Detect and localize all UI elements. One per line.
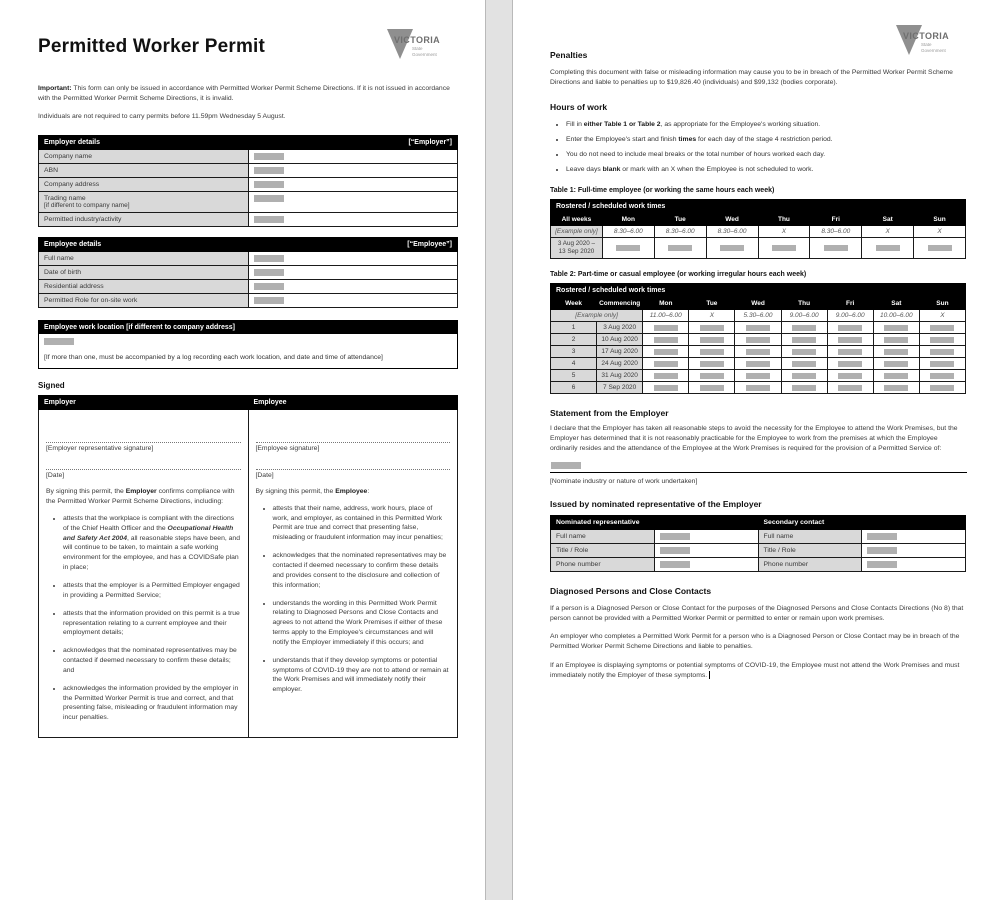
table2-week-row: 3 17 Aug 2020 [551,346,966,358]
list-item: • attests that the workplace is compliant with the directions of the Chief Health Officer and the Occupational Health and Safety Act 2004, all reasonable steps have been, and will continue to be taken, to maintain a safe working environment for the employee, and has a COVIDSafe plan in place; [63,514,241,573]
input-placeholder[interactable] [254,283,284,290]
logo-brand-text: VICTORIA [903,31,950,41]
employee-date-label: [Date] [255,471,274,479]
input-placeholder[interactable] [616,245,640,251]
input-placeholder[interactable] [838,325,862,331]
logo-brand-text: VICTORIA [394,35,441,45]
work-location-header: Employee work location [if different to company address] [39,321,457,334]
table-row [39,163,458,177]
input-placeholder[interactable] [654,349,678,355]
employer-details-title: Employer details [44,138,101,146]
table2-roster [550,283,966,394]
work-location-note: [If more than one, must be accompanied by a log recording each work location, and date and time of attendance] [44,353,383,361]
nominate-note: [Nominate industry or nature of work undertaken] [550,477,698,485]
table1-bar: Rostered / scheduled work times [551,199,966,213]
input-placeholder[interactable] [792,349,816,355]
secondary-contact-header: Secondary contact [758,515,966,529]
nominate-input-line[interactable] [550,462,967,473]
field-label-residential-address: Residential address [39,279,249,293]
table-row [39,212,458,226]
input-placeholder[interactable] [746,337,770,343]
input-placeholder[interactable] [930,337,954,343]
input-placeholder[interactable] [792,361,816,367]
input-placeholder[interactable] [746,385,770,391]
list-item: • Enter the Employee's start and finish times for each day of the stage 4 restriction period. [566,135,966,145]
victoria-government-logo [894,22,954,64]
field-value-permitted-role [248,293,458,307]
input-placeholder[interactable] [660,533,690,540]
signed-table [38,395,458,739]
input-placeholder[interactable] [254,216,284,223]
input-placeholder[interactable] [930,373,954,379]
input-placeholder[interactable] [838,373,862,379]
input-placeholder[interactable] [930,361,954,367]
input-placeholder[interactable] [838,349,862,355]
nominated-representative-header: Nominated representative [551,515,759,529]
field-label-permitted-industry: Permitted industry/activity [39,212,249,226]
list-item: • attests that the information provided on this permit is a true representation relating to a current employee and their employment details; [63,609,241,639]
input-placeholder[interactable] [930,385,954,391]
field-value-permitted-industry [248,212,458,226]
table2-week-row: 4 24 Aug 2020 [551,358,966,370]
signed-employee-cell [248,409,458,738]
field-label-permitted-role: Permitted Role for on-site work [39,293,249,307]
input-placeholder[interactable] [254,181,284,188]
list-item: • understands that if they develop symptoms or potential symptoms of COVID-19 they are not to attend or remain at the Work Premises and will immediately notify their employer. [273,656,451,695]
employee-date-line[interactable] [256,452,451,470]
page-title: Permitted Worker Permit [38,36,266,57]
input-placeholder[interactable] [746,325,770,331]
employee-signature-label: [Employee signature] [255,444,320,452]
list-item: • Leave days blank or mark with an X when the Employee is not scheduled to work. [566,165,966,175]
list-item: • acknowledges the information provided by the employer in the Permitted Worker Permit is true and correct, and that presenting false, misleading or fraudulent information may incur penalties. [63,684,241,723]
document-page-2 [512,0,996,900]
input-placeholder[interactable] [44,338,74,345]
field-value-company-name [248,149,458,163]
input-placeholder[interactable] [254,297,284,304]
input-placeholder[interactable] [254,195,284,202]
field-label-full-name: Full name [758,529,862,543]
input-placeholder[interactable] [824,245,848,251]
diagnosed-paragraph-3: If an Employee is displaying symptoms or potential symptoms of COVID-19, the Employee must not attend the Work Premises and must immediately notify the Employer of these symptoms. [550,661,960,679]
employee-details-title: Employee details [44,240,102,248]
field-value-date-of-birth [248,265,458,279]
table-row [39,177,458,191]
input-placeholder[interactable] [654,361,678,367]
employer-details-table [38,135,458,227]
table-row [39,279,458,293]
employer-signature-line[interactable] [46,416,241,443]
field-label-title-role: Title / Role [551,543,655,557]
field-label-date-of-birth: Date of birth [39,265,249,279]
input-placeholder[interactable] [700,361,724,367]
list-item: • acknowledges that the nominated representatives may be contacted if deemed necessary to confirm these details and provides consent to the disclosure and collection of this information; [273,551,451,590]
table1-caption: Table 1: Full-time employee (or working the same hours each week) [550,186,775,194]
signed-employee-header: Employee [248,395,458,409]
important-label: Important: [38,85,72,92]
input-placeholder[interactable] [876,245,900,251]
input-placeholder[interactable] [772,245,796,251]
table-row [39,149,458,163]
employer-intro: By signing this permit, the Employer confirms compliance with the Permitted Worker Permit Scheme Directions, including: [46,487,235,505]
field-label-full-name: Full name [551,529,655,543]
table-row [551,543,966,557]
table2-header-row: Week Commencing Mon Tue Wed Thu Fri Sat Sun [551,298,966,310]
input-placeholder[interactable] [700,349,724,355]
input-placeholder[interactable] [884,373,908,379]
field-label-company-address: Company address [39,177,249,191]
statement-heading: Statement from the Employer [550,408,669,419]
table2-caption: Table 2: Part-time or casual employee (or working irregular hours each week) [550,271,807,279]
work-location-body [39,334,457,368]
signed-employer-header: Employer [39,395,249,409]
diagnosed-heading: Diagnosed Persons and Close Contacts [550,585,712,596]
text-cursor [709,671,710,679]
table-row [551,529,966,543]
penalties-body: Completing this document with false or misleading information may cause you to be in breach of the Permitted Worker Permit Scheme Directions and liable to penalties up to $19,826.40 (individuals) and $99,132 (bodies corporate). [550,69,953,87]
input-placeholder[interactable] [654,373,678,379]
table2-week-row: 1 3 Aug 2020 [551,322,966,334]
input-placeholder[interactable] [838,337,862,343]
diagnosed-paragraph-2: An employer who completes a Permitted Work Permit for a person who is a Diagnosed Person or Close Contact may be in breach of the Permitted Worker Permit Scheme Directions and liable to penalties. [550,633,960,651]
table1-period-row [551,237,966,258]
table-row [39,265,458,279]
carry-permits-note: Individuals are not required to carry permits before 11.59pm Wednesday 5 August. [38,113,286,121]
input-placeholder[interactable] [884,361,908,367]
field-label-phone-number: Phone number [758,557,862,571]
employee-details-table [38,237,458,308]
input-placeholder[interactable] [660,547,690,554]
employer-date-label: [Date] [46,471,65,479]
input-placeholder[interactable] [654,385,678,391]
input-placeholder[interactable] [867,533,897,540]
input-placeholder[interactable] [746,373,770,379]
list-item: • attests that the employer is a Permitted Employer engaged in providing a Permitted Service; [63,581,241,601]
table2-example-row: [Example only] 11.00–6.00 X 5.30–6.00 9.00–6.00 9.00–6.00 10.00–6.00 X [551,310,966,322]
input-placeholder[interactable] [792,325,816,331]
field-value-abn [248,163,458,177]
input-placeholder[interactable] [254,153,284,160]
input-placeholder[interactable] [746,349,770,355]
table2-week-row: 2 10 Aug 2020 [551,334,966,346]
table2-bar: Rostered / scheduled work times [551,284,966,298]
hours-of-work-heading: Hours of work [550,102,608,113]
input-placeholder[interactable] [884,337,908,343]
input-placeholder[interactable] [930,349,954,355]
input-placeholder[interactable] [700,385,724,391]
signed-heading: Signed [38,380,65,390]
table2-week-row: 5 31 Aug 2020 [551,370,966,382]
input-placeholder[interactable] [746,361,770,367]
input-placeholder[interactable] [867,561,897,568]
table2-week-row: 6 7 Sep 2020 [551,382,966,394]
period-cell: 3 Aug 2020 – 13 Sep 2020 [551,237,603,258]
logo-subtext: State Government [412,46,437,58]
input-placeholder[interactable] [884,349,908,355]
input-placeholder[interactable] [254,255,284,262]
table-row [39,293,458,307]
input-placeholder[interactable] [792,373,816,379]
input-placeholder[interactable] [654,337,678,343]
input-placeholder[interactable] [884,325,908,331]
table1-header-row: All weeks Mon Tue Wed Thu Fri Sat Sun [551,213,966,225]
victoria-government-logo [385,26,445,68]
table1-example-row: [Example only] 8.30–6.00 8.30–6.00 8.30–6.00 X 8.30–6.00 X X [551,225,966,237]
input-placeholder[interactable] [792,337,816,343]
field-value-company-address [248,177,458,191]
employer-details-header [39,135,458,149]
list-item: • Fill in either Table 1 or Table 2, as appropriate for the Employee's working situation. [566,120,966,130]
employer-date-line[interactable] [46,452,241,470]
table1-roster [550,199,966,259]
employee-intro: By signing this permit, the Employee: [255,487,370,495]
field-value-residential-address [248,279,458,293]
list-item: • attests that their name, address, work hours, place of work, and employer, as contained in this Permitted Work Permit are true and correct that presenting false, misleading or fraudulent information may incur penalties; [273,504,451,543]
field-label-trading-name: Trading name [if different to company name] [39,191,249,212]
field-label-full-name: Full name [39,251,249,265]
employer-attestation-list [46,514,241,723]
diagnosed-paragraph-1: If a person is a Diagnosed Person or Close Contact for the purposes of the Diagnosed Persons and Close Contacts Directions (No 8) that person cannot be provided with a Permitted Worker Permit or permitted to enter or remain upon work premises. [550,604,964,623]
important-note: Important: This form can only be issued in accordance with Permitted Worker Permit Scheme Directions. If it is not issued in accordance with the Permitted Worker Permit Scheme Directions, it is invalid. [38,85,450,103]
list-item: • You do not need to include meal breaks or the total number of hours worked each day. [566,150,966,160]
employee-attestation-list [256,504,451,695]
list-item: • understands the wording in this Permitted Work Permit relating to Diagnosed Persons and Close Contacts and agrees to not attend the Work Premises if either of these terms apply to the Employee's circumstances and will notify the Employer immediately if this occurs; and [273,599,451,648]
table-row [551,557,966,571]
field-label-title-role: Title / Role [758,543,862,557]
employer-tag: [“Employer”] [408,138,452,146]
input-placeholder[interactable] [928,245,952,251]
input-placeholder[interactable] [867,547,897,554]
field-label-company-name: Company name [39,149,249,163]
input-placeholder[interactable] [254,167,284,174]
table-row [39,191,458,212]
input-placeholder[interactable] [792,385,816,391]
signed-employer-cell [39,409,249,738]
penalties-heading: Penalties [550,50,588,60]
contacts-table [550,515,966,572]
input-placeholder[interactable] [884,385,908,391]
employer-signature-label: [Employer representative signature] [46,444,154,452]
input-placeholder[interactable] [838,361,862,367]
employee-details-header [39,237,458,251]
table-row [39,251,458,265]
input-placeholder[interactable] [668,245,692,251]
input-placeholder[interactable] [654,325,678,331]
statement-body: I declare that the Employer has taken all reasonable steps to avoid the necessity for the Employee to attend the Work Premises, but the Employer has determined that it is not reasonably practicable for the Employee to work from the premises at which the Employee ordinarily resides and the attendance of the Employee at the Work Premises is required for the provision of a Permitted Service of: [550,425,958,453]
issued-heading: Issued by nominated representative of the Employer [550,498,762,509]
field-value-trading-name [248,191,458,212]
input-placeholder[interactable] [838,385,862,391]
hours-of-work-list [550,120,966,174]
input-placeholder[interactable] [660,561,690,568]
logo-subtext: State Government [921,42,946,54]
employee-tag: [“Employee”] [407,240,452,248]
input-placeholder[interactable] [720,245,744,251]
work-location-section [38,320,458,369]
input-placeholder[interactable] [700,337,724,343]
input-placeholder[interactable] [551,462,581,469]
input-placeholder[interactable] [930,325,954,331]
input-placeholder[interactable] [700,325,724,331]
input-placeholder[interactable] [700,373,724,379]
field-label-abn: ABN [39,163,249,177]
list-item: • acknowledges that the nominated representatives may be contacted if deemed necessary to confirm these details; and [63,646,241,676]
field-value-full-name [248,251,458,265]
field-label-phone-number: Phone number [551,557,655,571]
document-page-1 [0,0,486,900]
input-placeholder[interactable] [254,269,284,276]
employee-signature-line[interactable] [256,416,451,443]
